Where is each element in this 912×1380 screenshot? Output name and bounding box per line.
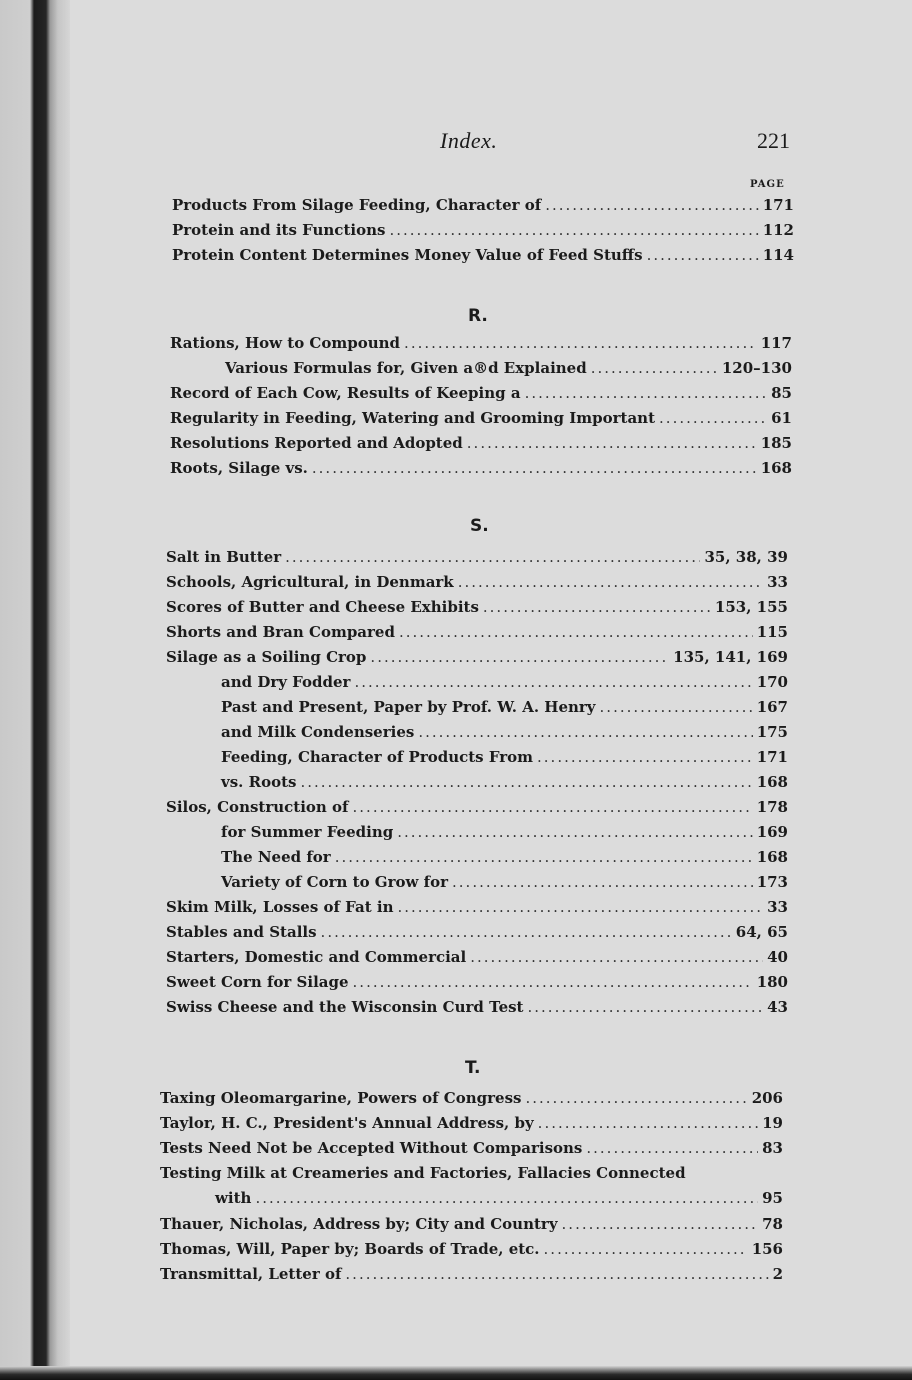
dot-leader bbox=[458, 573, 763, 591]
entry-page: 178 bbox=[756, 798, 788, 816]
entry-page: 2 bbox=[772, 1265, 783, 1283]
dot-leader bbox=[345, 1265, 768, 1283]
entry-page: 156 bbox=[751, 1240, 783, 1258]
entry-label: Taylor, H. C., President's Annual Address, by bbox=[160, 1114, 534, 1132]
section-letter: R. bbox=[468, 306, 488, 326]
entry-page: 185 bbox=[760, 434, 792, 452]
dot-leader bbox=[353, 973, 753, 991]
entry-page: 85 bbox=[771, 384, 792, 402]
entry-page: 153, 155 bbox=[714, 598, 788, 616]
entry-label: and Dry Fodder bbox=[221, 673, 351, 691]
index-entry bbox=[160, 1114, 783, 1138]
index-entry bbox=[225, 359, 792, 383]
entry-label: vs. Roots bbox=[221, 773, 297, 791]
index-entry bbox=[166, 598, 788, 622]
entry-label: Skim Milk, Losses of Fat in bbox=[166, 898, 394, 916]
entry-page: 167 bbox=[756, 698, 788, 716]
entry-page: 206 bbox=[751, 1089, 783, 1107]
entry-label: Rations, How to Compound bbox=[170, 334, 401, 352]
entry-label: and Milk Condenseries bbox=[221, 723, 415, 741]
book-binding-shadow bbox=[0, 0, 70, 1380]
section-letter: T. bbox=[465, 1058, 481, 1078]
dot-leader bbox=[418, 723, 752, 741]
index-entry bbox=[170, 434, 792, 458]
entry-page: 171 bbox=[756, 748, 788, 766]
index-entry bbox=[221, 723, 788, 747]
entry-label: Salt in Butter bbox=[166, 548, 282, 566]
entry-page: 112 bbox=[762, 221, 794, 239]
entry-label: Schools, Agricultural, in Denmark bbox=[166, 573, 454, 591]
dot-leader bbox=[312, 459, 757, 477]
index-entry bbox=[166, 898, 788, 922]
index-entry bbox=[172, 221, 794, 245]
page-number: 221 bbox=[757, 128, 790, 153]
index-entry bbox=[166, 798, 788, 822]
dot-leader bbox=[528, 998, 764, 1016]
index-entry bbox=[221, 773, 788, 797]
index-entry bbox=[166, 548, 788, 572]
entry-label: Silage as a Soiling Crop bbox=[166, 648, 367, 666]
dot-leader bbox=[353, 798, 753, 816]
dot-leader bbox=[483, 598, 711, 616]
entry-page: 40 bbox=[767, 948, 788, 966]
entry-label: Regularity in Feeding, Watering and Grooming Important bbox=[170, 409, 656, 427]
entry-page: 180 bbox=[756, 973, 788, 991]
entry-label: Protein Content Determines Money Value of Feed Stuffs bbox=[172, 246, 643, 264]
entry-label: The Need for bbox=[221, 848, 331, 866]
entry-label: Record of Each Cow, Results of Keeping a bbox=[170, 384, 521, 402]
index-entry bbox=[160, 1240, 783, 1264]
entry-page: 117 bbox=[760, 334, 792, 352]
entry-page: 114 bbox=[762, 246, 794, 264]
dot-leader bbox=[647, 246, 759, 264]
dot-leader bbox=[399, 623, 753, 641]
index-entry bbox=[221, 848, 788, 872]
entry-page: 95 bbox=[762, 1189, 783, 1207]
index-entry bbox=[172, 246, 794, 270]
entry-label: Shorts and Bran Compared bbox=[166, 623, 395, 641]
entry-page: 169 bbox=[756, 823, 788, 841]
dot-leader bbox=[545, 196, 758, 214]
entry-label: Feeding, Character of Products From bbox=[221, 748, 534, 766]
index-entry bbox=[166, 648, 788, 672]
entry-label: Starters, Domestic and Commercial bbox=[166, 948, 467, 966]
index-entry bbox=[166, 973, 788, 997]
entry-label: Taxing Oleomargarine, Powers of Congress bbox=[160, 1089, 522, 1107]
entry-label: Various Formulas for, Given a®d Explained bbox=[225, 359, 587, 377]
entry-label: Tests Need Not be Accepted Without Comparisons bbox=[160, 1139, 583, 1157]
page-header bbox=[0, 128, 912, 158]
dot-leader bbox=[452, 873, 753, 891]
entry-label: Roots, Silage vs. bbox=[170, 459, 308, 477]
entry-label: Protein and its Functions bbox=[172, 221, 386, 239]
dot-leader bbox=[404, 334, 757, 352]
entry-page: 43 bbox=[767, 998, 788, 1016]
index-entry bbox=[160, 1164, 783, 1188]
index-entry bbox=[166, 948, 788, 972]
entry-label: Past and Present, Paper by Prof. W. A. Henry bbox=[221, 698, 596, 716]
dot-leader bbox=[544, 1240, 748, 1258]
entry-label: Testing Milk at Creameries and Factories, Fallacies Connected bbox=[160, 1164, 686, 1182]
entry-page: 61 bbox=[771, 409, 792, 427]
dot-leader bbox=[591, 359, 718, 377]
index-entry bbox=[160, 1089, 783, 1113]
entry-label: Variety of Corn to Grow for bbox=[221, 873, 449, 891]
entry-page: 168 bbox=[756, 848, 788, 866]
dot-leader bbox=[525, 384, 768, 402]
dot-leader bbox=[525, 1089, 747, 1107]
entry-page: 64, 65 bbox=[735, 923, 788, 941]
dot-leader bbox=[300, 773, 752, 791]
entry-page: 19 bbox=[762, 1114, 783, 1132]
entry-page: 168 bbox=[760, 459, 792, 477]
entry-label: Stables and Stalls bbox=[166, 923, 317, 941]
index-entry bbox=[166, 623, 788, 647]
entry-page: 33 bbox=[767, 898, 788, 916]
index-entry bbox=[160, 1265, 783, 1289]
index-entry bbox=[170, 384, 792, 408]
entry-page: 35, 38, 39 bbox=[704, 548, 788, 566]
index-entry bbox=[170, 459, 792, 483]
index-entry bbox=[170, 334, 792, 358]
dot-leader bbox=[537, 748, 753, 766]
index-entry bbox=[221, 748, 788, 772]
entry-page: 83 bbox=[762, 1139, 783, 1157]
index-entry bbox=[166, 998, 788, 1022]
entry-label: Scores of Butter and Cheese Exhibits bbox=[166, 598, 479, 616]
entry-page: 168 bbox=[756, 773, 788, 791]
entry-label: Thomas, Will, Paper by; Boards of Trade, etc. bbox=[160, 1240, 540, 1258]
dot-leader bbox=[562, 1215, 759, 1233]
index-entry bbox=[172, 196, 794, 220]
index-entry bbox=[215, 1189, 783, 1213]
dot-leader bbox=[335, 848, 753, 866]
entry-page: 173 bbox=[756, 873, 788, 891]
dot-leader bbox=[659, 409, 767, 427]
index-entry bbox=[221, 698, 788, 722]
dot-leader bbox=[397, 823, 752, 841]
dot-leader bbox=[538, 1114, 758, 1132]
entry-page: 78 bbox=[762, 1215, 783, 1233]
index-entry bbox=[221, 673, 788, 697]
running-title: Index. bbox=[440, 128, 498, 153]
entry-page: 175 bbox=[756, 723, 788, 741]
entry-page: 120–130 bbox=[721, 359, 792, 377]
entry-page: 135, 141, 169 bbox=[673, 648, 788, 666]
entry-label: with bbox=[215, 1189, 252, 1207]
index-entry bbox=[170, 409, 792, 433]
dot-leader bbox=[470, 948, 763, 966]
entry-label: Transmittal, Letter of bbox=[160, 1265, 342, 1283]
dot-leader bbox=[255, 1189, 758, 1207]
index-entry bbox=[160, 1215, 783, 1239]
entry-label: Sweet Corn for Silage bbox=[166, 973, 349, 991]
dot-leader bbox=[370, 648, 669, 666]
entry-label: Products From Silage Feeding, Character of bbox=[172, 196, 542, 214]
dot-leader bbox=[389, 221, 758, 239]
entry-label: Resolutions Reported and Adopted bbox=[170, 434, 463, 452]
entry-page: 170 bbox=[756, 673, 788, 691]
page-bottom-shadow bbox=[0, 1366, 912, 1380]
entry-label: Swiss Cheese and the Wisconsin Curd Test bbox=[166, 998, 524, 1016]
dot-leader bbox=[467, 434, 757, 452]
dot-leader bbox=[321, 923, 732, 941]
index-entry bbox=[166, 573, 788, 597]
entry-label: for Summer Feeding bbox=[221, 823, 394, 841]
dot-leader bbox=[354, 673, 752, 691]
dot-leader bbox=[586, 1139, 758, 1157]
index-entry bbox=[221, 873, 788, 897]
index-entry bbox=[160, 1139, 783, 1163]
entry-page: 171 bbox=[762, 196, 794, 214]
entry-label: Thauer, Nicholas, Address by; City and Country bbox=[160, 1215, 558, 1233]
dot-leader bbox=[398, 898, 764, 916]
entry-page: 115 bbox=[756, 623, 788, 641]
index-entry bbox=[166, 923, 788, 947]
section-letter: S. bbox=[470, 516, 489, 536]
dot-leader bbox=[600, 698, 753, 716]
entry-label: Silos, Construction of bbox=[166, 798, 349, 816]
page-column-label: PAGE bbox=[750, 179, 785, 190]
index-entry bbox=[221, 823, 788, 847]
entry-page: 33 bbox=[767, 573, 788, 591]
dot-leader bbox=[285, 548, 700, 566]
